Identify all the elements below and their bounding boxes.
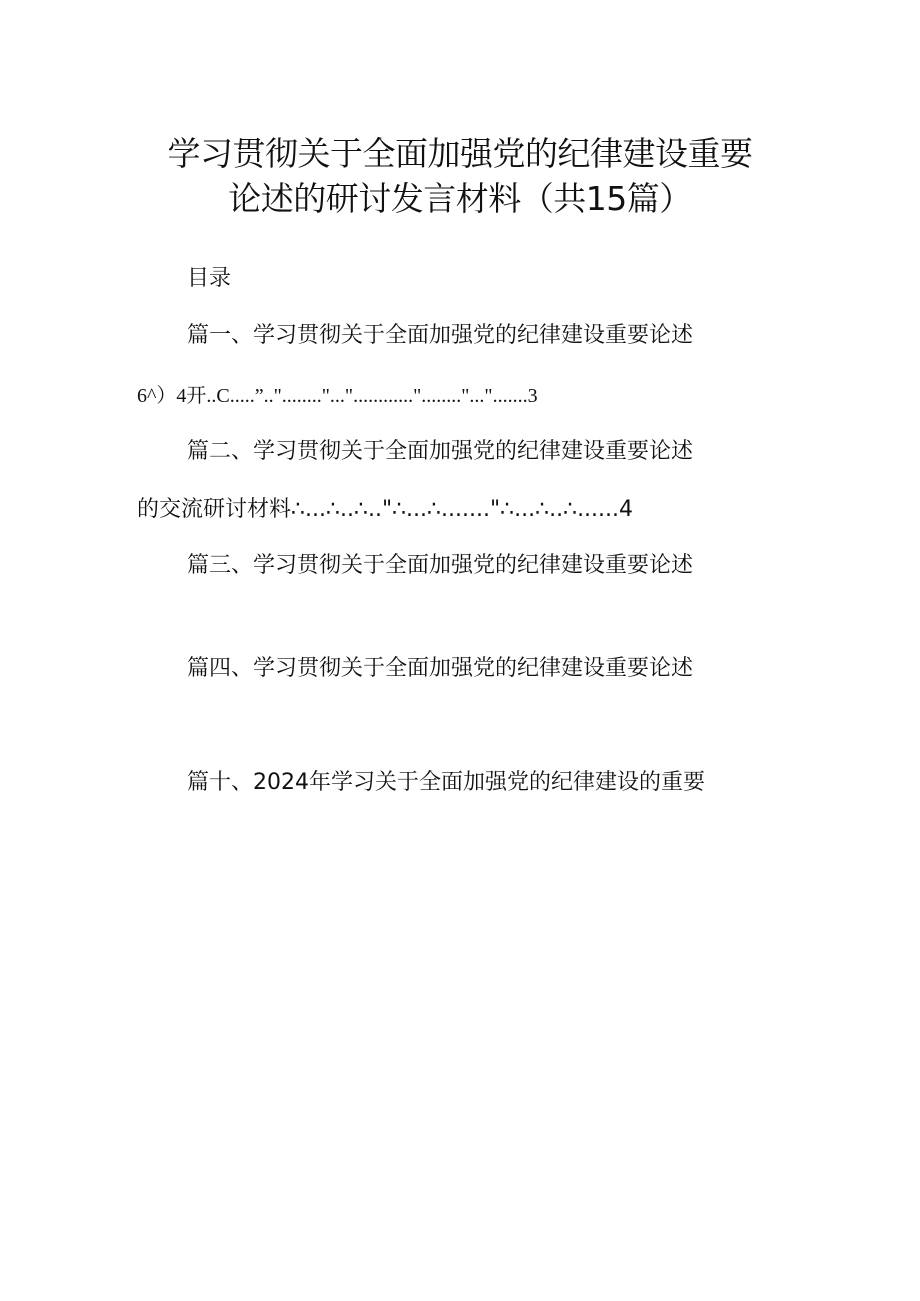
toc-entry-4-title[interactable]: 篇四、学习贯彻关于全面加强党的纪律建设重要论述: [187, 656, 694, 681]
toc-entry-3-title[interactable]: 篇三、学习贯彻关于全面加强党的纪律建设重要论述: [187, 553, 694, 578]
document-title-line-1: 学习贯彻关于全面加强党的纪律建设重要: [167, 134, 753, 173]
document-title-line-2: 论述的研讨发言材料（共15篇）: [228, 179, 692, 218]
toc-entry-1-leader[interactable]: 6^）4开..C.....”.."........"..."............"........"...".......3: [137, 385, 538, 407]
toc-entry-10-title[interactable]: 篇十、2024年学习关于全面加强党的纪律建设的重要: [187, 770, 705, 795]
toc-entry-2-title[interactable]: 篇二、学习贯彻关于全面加强党的纪律建设重要论述: [187, 439, 694, 464]
toc-heading: 目录: [187, 266, 232, 291]
toc-entry-1-title[interactable]: 篇一、学习贯彻关于全面加强党的纪律建设重要论述: [187, 323, 694, 348]
toc-entry-2-leader[interactable]: 的交流研讨材料∴...∴..∴.."∴...∴......."∴...∴..∴......4: [137, 497, 634, 522]
